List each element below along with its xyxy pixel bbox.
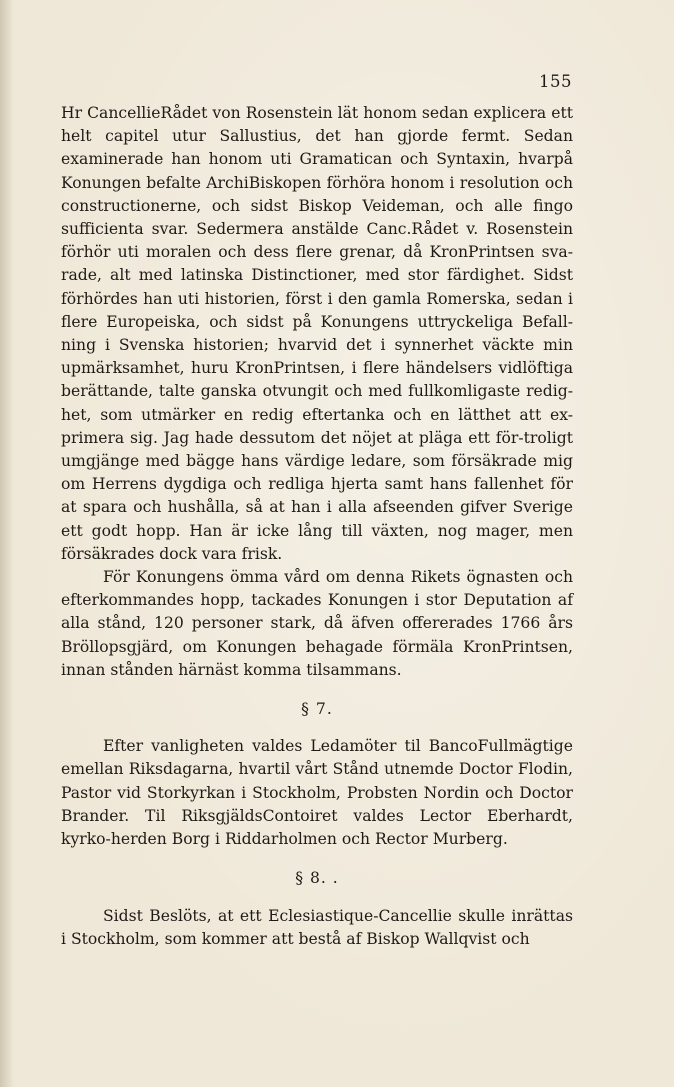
paragraph-section-8: Sidst Beslöts, at ett Eclesiastique-Cancellie skulle inrättas i Stockholm, som kommer att bestå af Biskop Wallqvist och [61, 906, 573, 948]
page-number: 155 [539, 72, 572, 91]
paragraph-section-7: Efter vanligheten valdes Ledamöter til BancoFullmägtige emellan Riksdagarna, hvartil vårt Stånd utnemde Doctor Flodin, Pastor vid Storkyrkan i Stockholm, Probsten Nordin och Doctor Brander. Til RiksgjäldsContoiret valdes Lector Eberhardt, kyrko-herden Borg i Riddarholmen och Rector Murberg. [61, 737, 573, 849]
section-heading-7: § 7. [301, 700, 333, 719]
page-spine-shadow [0, 0, 14, 1087]
paragraph-deputation: För Konungens ömma vård om denna Rikets ögnasten och efterkommandes hopp, tackades Konungen i stor Deputation af alla stånd, 120 personer stark, då äfven offererades 1766 års Bröllopsgjärd, om Konungen behagade förmäla KronPrintsen, innan stånden härnäst komma tilsammans. [61, 568, 573, 679]
body-text [61, 102, 573, 951]
section-heading-8: § 8. . [295, 869, 339, 888]
paragraph-examination: Hr CancellieRådet von Rosenstein lät honom sedan explicera ett helt capitel utur Sallustius, det han gjorde fermt. Sedan examinerade han honom uti Gramatican och Syntaxin, hvarpå Konungen befalte ArchiBiskopen förhöra honom i resolution och constructionerne, och sidst Biskop Veideman, och alle fingo sufficienta svar. Sedermera anstälde Canc.Rådet v. Rosenstein förhör uti moralen och dess flere grenar, då KronPrintsen sva-rade, alt med latinska Distinctioner, med stor färdighet. Sidst förhördes han uti historien, först i den gamla Romerska, sedan i flere Europeiska, och sidst på Konungens uttryckeliga Befall-ning i Svenska historien; hvarvid det i synnerhet väckte min upmärksamhet, huru KronPrintsen, i flere händelsers vidlöftiga berättande, talte ganska otvungit och med fullkomligaste redig-het, som utmärker en redig eftertanka och en lätthet att ex-primera sig. Jag hade dessutom det nöjet at pläga ett för-troligt umgjänge med bägge hans värdige ledare, som försäkrade mig om Herrens dygdiga och redliga hjerta samt hans fallenhet för at spara och hushålla, så at han i alla afseenden gifver Sverige ett godt hopp. Han är icke lång till växten, nog mager, men försäkrades dock vara frisk. [61, 104, 573, 563]
